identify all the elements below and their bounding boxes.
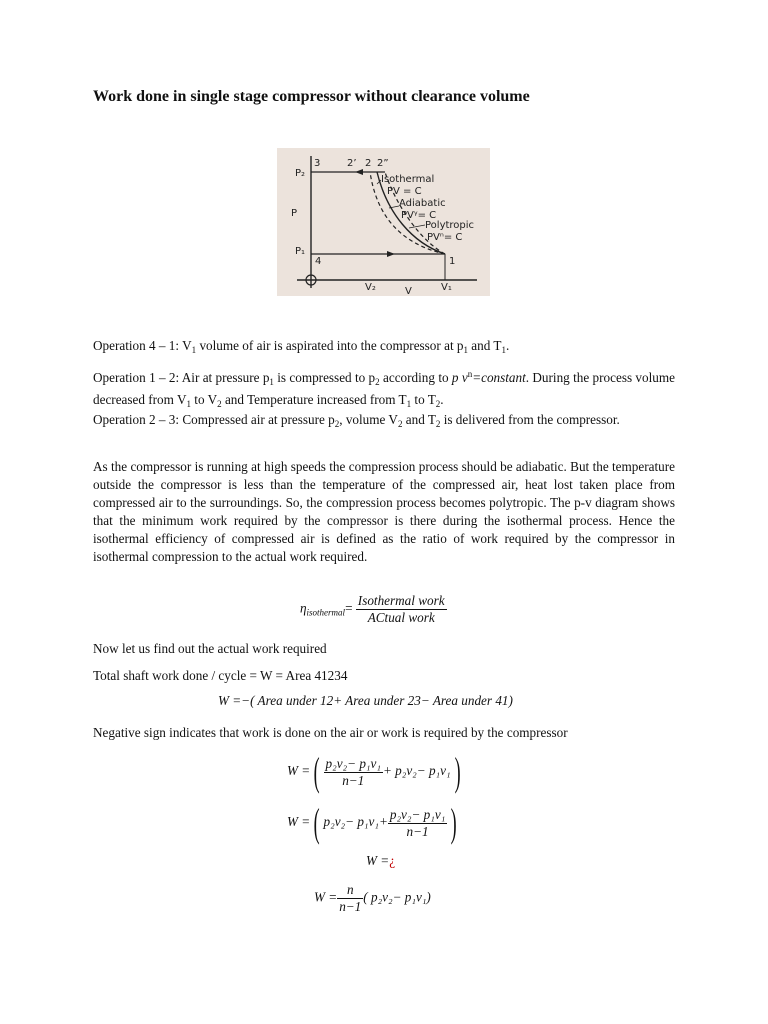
label-polytropic-eq: PVⁿ= C bbox=[427, 232, 463, 243]
label-adiabatic: Adiabatic bbox=[399, 198, 446, 209]
label-isothermal-eq: PV = C bbox=[387, 186, 422, 197]
label-1: 1 bbox=[449, 256, 456, 267]
label-p1: P₁ bbox=[295, 246, 306, 257]
label-p2: P₂ bbox=[295, 168, 306, 179]
pv-diagram bbox=[277, 148, 490, 296]
operation-4-1: Operation 4 – 1: $V_1$ volume of air is aspirated into the compressor at $p_1$ and $T_1$. bbox=[93, 338, 510, 355]
work-equation-2: W =( p₂v₂− p₁v₁+ $\frac{\text{p₂v₂− p₁v₁}}{n-1}$ ) bbox=[287, 800, 457, 845]
operation-2-3: Operation 2 – 3: Compressed air at pressure $p_2$, volume $V_2$ and $T_2$ is delivered from the compressor. bbox=[93, 412, 620, 429]
label-v2: V₂ bbox=[365, 282, 376, 293]
label-isothermal: Isothermal bbox=[381, 174, 435, 185]
pointer-polytropic bbox=[409, 225, 425, 228]
label-3: 3 bbox=[314, 158, 321, 169]
label-polytropic: Polytropic bbox=[425, 220, 475, 231]
isothermal-efficiency-equation: $\eta_{isothermal}=$ $\frac{\text{Isothermal work}}{\text{ACtual work}}$ bbox=[300, 593, 445, 625]
label-adiabatic-eq: PVᵞ= C bbox=[401, 210, 437, 221]
pv-diagram-figure bbox=[277, 148, 490, 296]
work-area-equation: W =−( Area under 12+ Area under 23− Area under 41) bbox=[218, 693, 513, 708]
label-v: V bbox=[405, 286, 412, 296]
work-equation-4: W = $\frac{n}{n-1}$ ( p₂v₂− p₁v₁) bbox=[314, 882, 431, 914]
label-2dprime: 2” bbox=[377, 158, 389, 169]
label-4: 4 bbox=[315, 256, 322, 267]
label-p: P bbox=[291, 208, 298, 219]
arrow-4-1 bbox=[387, 251, 395, 257]
label-2: 2 bbox=[365, 158, 372, 169]
explanation-paragraph: As the compressor is running at high speeds the compression process should be adiabatic. But the temperature outside the compressor is less than the temperature of the compressed air, heat lost taken place from compressed air to the surroundings. So, the compression process becomes polytropic. The p-v diagram shows that the minimum work required by the compressor is there during the isothermal process. Hence the isothermal efficiency of compressed air is defined as the ratio of work required by the compressor in isothermal compression to the actual work required. bbox=[93, 459, 675, 564]
work-equation-3: W =¿ bbox=[366, 853, 396, 868]
negative-sign-text: Negative sign indicates that work is done on the air or work is required by the compressor bbox=[93, 725, 568, 740]
total-work-text: Total shaft work done / cycle = W = Area 41234 bbox=[93, 668, 348, 683]
operation-1-2: Operation 1 – 2: Air at pressure $p_1$ is compressed to $p_2$ according to p $v^n=constant$. During the process volume decreased from $V_1$ to $V_2$ and Temperature increased from $T_1$ to $T_2$. bbox=[93, 369, 675, 409]
work-equation-1: W =( $\frac{\text{p₂v₂− p₁v₁}}{n-1}$ + p₂v₂− p₁v₁) bbox=[287, 749, 461, 794]
label-2prime: 2’ bbox=[347, 158, 357, 169]
arrow-3-2 bbox=[355, 169, 363, 175]
label-v1: V₁ bbox=[441, 282, 452, 293]
now-text: Now let us find out the actual work required bbox=[93, 641, 327, 656]
document-title: Work done in single stage compressor without clearance volume bbox=[93, 88, 530, 105]
